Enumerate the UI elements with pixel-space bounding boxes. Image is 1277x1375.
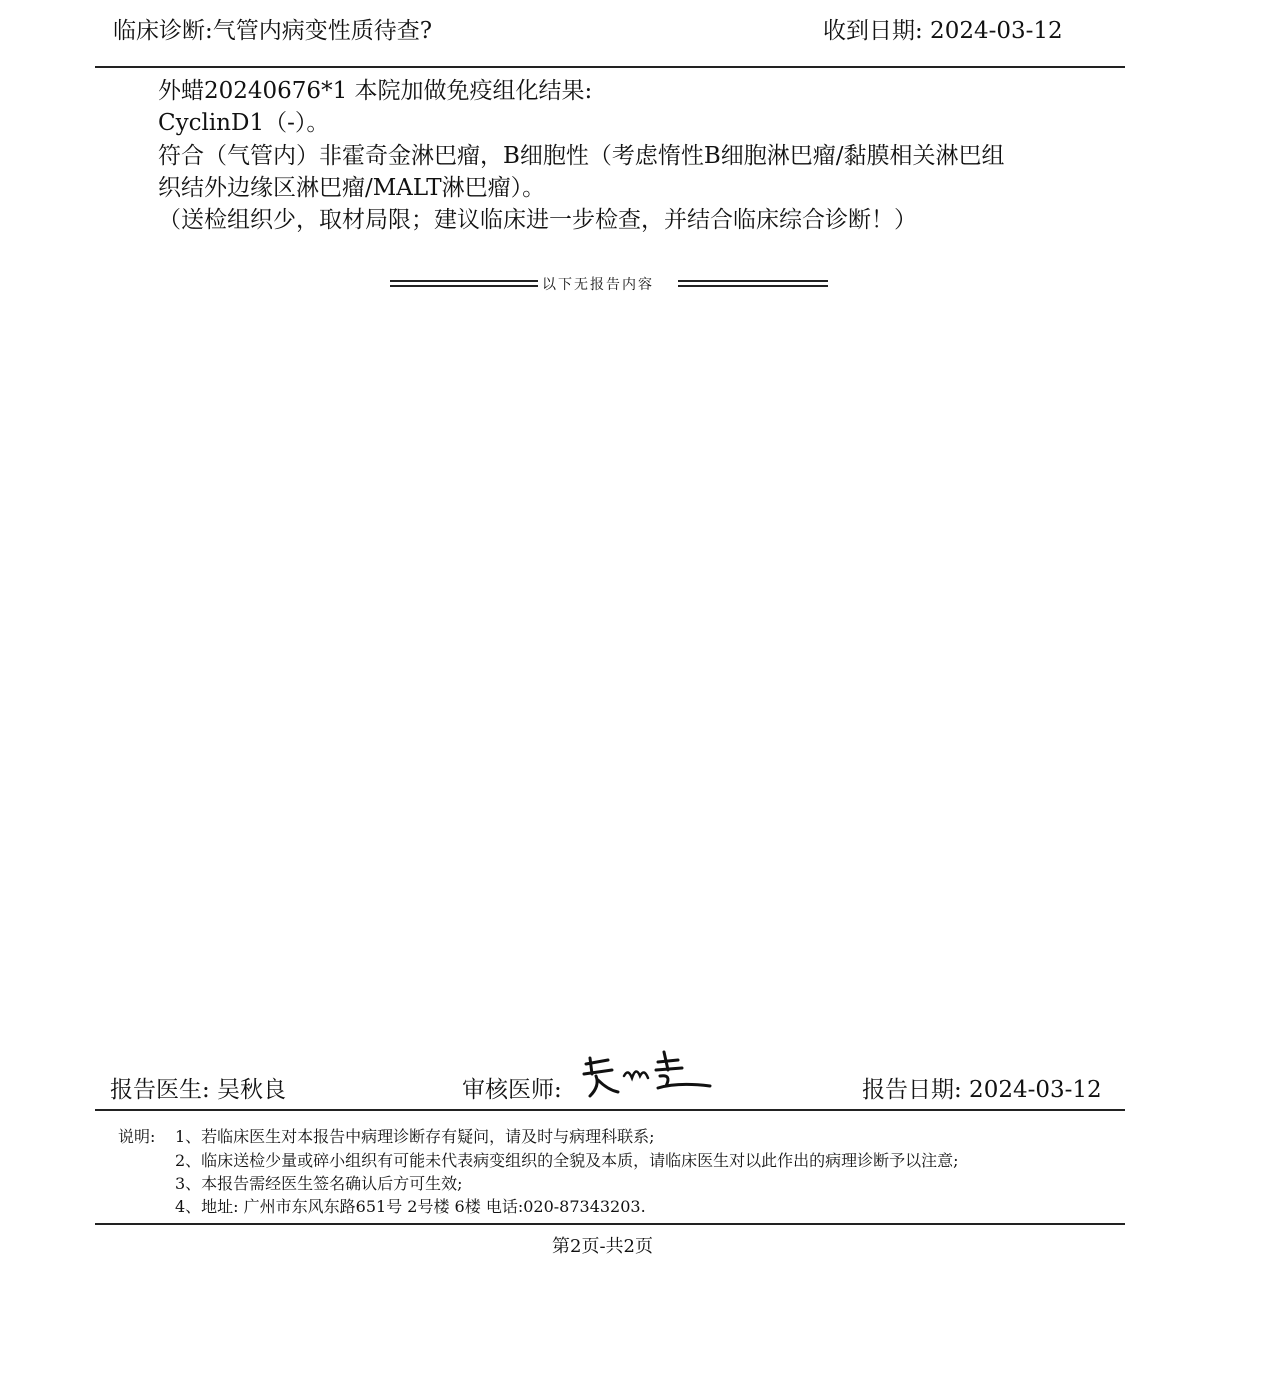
note-item: 3、本报告需经医生签名确认后方可生效; (175, 1174, 463, 1193)
double-rule-left (390, 280, 538, 287)
note-item: 1、若临床医生对本报告中病理诊断存有疑问，请及时与病理科联系; (175, 1127, 655, 1146)
body-line: 织结外边缘区淋巴瘤/MALT淋巴瘤）。 (158, 175, 546, 201)
handwritten-signature (578, 1046, 718, 1101)
note-item: 4、地址: 广州市东风东路651号 2号楼 6楼 电话:020-87343203. (175, 1197, 646, 1216)
report-doctor: 报告医生: 吴秋良 (110, 1077, 287, 1103)
received-date: 收到日期: 2024-03-12 (823, 18, 1063, 44)
end-marker-text: 以下无报告内容 (542, 277, 654, 293)
footer-divider (95, 1223, 1125, 1225)
body-line: （送检组织少，取材局限；建议临床进一步检查，并结合临床综合诊断！） (158, 207, 917, 233)
header-divider (95, 66, 1125, 68)
signature-divider (95, 1109, 1125, 1111)
report-date: 报告日期: 2024-03-12 (862, 1077, 1102, 1103)
page-number: 第2页-共2页 (552, 1236, 653, 1257)
double-rule-right (678, 280, 828, 287)
end-of-report-marker (390, 274, 828, 294)
reviewer-label: 审核医师: (462, 1077, 562, 1103)
body-line: 外蜡20240676*1 本院加做免疫组化结果: (158, 78, 593, 104)
note-item: 2、临床送检少量或碎小组织有可能未代表病变组织的全貌及本质，请临床医生对以此作出的病理诊断予以注意; (175, 1151, 959, 1170)
clinical-diagnosis: 临床诊断:气管内病变性质待查? (113, 18, 433, 44)
body-line: 符合（气管内）非霍奇金淋巴瘤，B细胞性（考虑惰性B细胞淋巴瘤/黏膜相关淋巴组 (158, 143, 1005, 169)
notes-label: 说明: (118, 1127, 156, 1146)
body-line: CyclinD1（-）。 (158, 110, 330, 136)
